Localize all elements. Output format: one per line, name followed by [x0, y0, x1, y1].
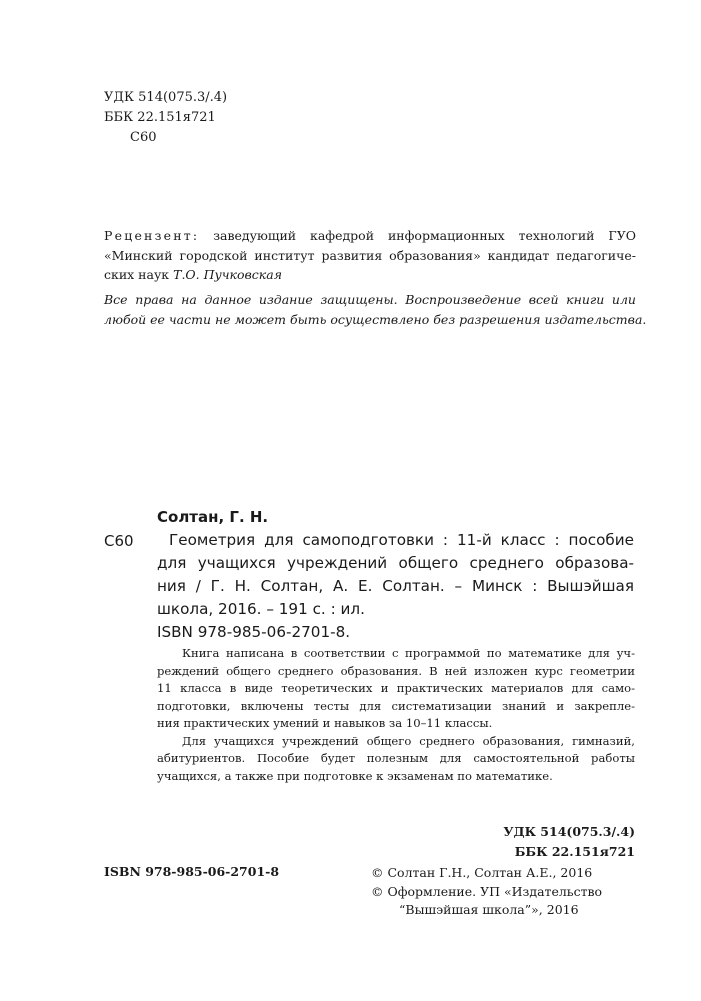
copyright-line-3: “Вышэйшая школа”», 2016	[399, 902, 579, 917]
copyright-line-2: © Оформление. УП «Издательство	[371, 883, 603, 899]
reviewer-line-3	[104, 265, 636, 285]
reviewer-line-1	[104, 226, 636, 246]
card-line-2: для учащихся учреждений общего среднего образова-	[157, 554, 634, 572]
catalog-card	[157, 529, 634, 644]
annotation-p1-line-2: реждений общего среднего образования. В ней изложен курс геометрии	[157, 663, 635, 678]
card-line-3: ния / Г. Н. Солтан, А. Е. Солтан. – Минск : Вышэйшая	[157, 577, 634, 595]
card-line-1: Геометрия для самоподготовки : 11-й класс : пособие	[169, 531, 634, 549]
card-code: С60	[104, 532, 134, 550]
reviewer-degree: ских наук	[104, 267, 170, 282]
author-code-top: С60	[130, 130, 157, 145]
copyright-line-1: © Солтан Г.Н., Солтан А.Е., 2016	[371, 865, 593, 880]
classification-bottom	[503, 822, 635, 862]
rights-line-1: Все права на данное издание защищены. Воспроизведение всей книги или	[104, 292, 636, 307]
annotation-p1-line-1: Книга написана в соответствии с программой по математике для уч-	[182, 646, 635, 660]
annotation	[157, 645, 635, 785]
annotation-p1-line-4: подготовки, включены тесты для систематизации знаний и закрепле-	[157, 698, 635, 713]
classification-top	[104, 88, 227, 148]
rights-line-2: любой ее части не может быть осуществлено без разрешения издательства.	[104, 311, 647, 327]
copyright-block	[371, 864, 602, 920]
reviewer-name: Т.О. Пучковская	[173, 267, 283, 282]
isbn-bottom: ISBN 978-985-06-2701-8	[104, 864, 280, 879]
udk-code-bottom: УДК 514(075.3/.4)	[503, 824, 635, 839]
reviewer-label: Рецензент:	[104, 228, 200, 243]
annotation-p2-line-1: Для учащихся учреждений общего среднего образования, гимназий,	[182, 733, 635, 748]
rights-notice	[104, 290, 647, 329]
bbk-code-top: ББК 22.151я721	[104, 110, 216, 125]
annotation-p1-line-5: ния практических умений и навыков за 10–11 классы.	[157, 716, 493, 730]
card-author: Солтан, Г. Н.	[157, 508, 269, 526]
reviewer-position: заведующий кафедрой информационных технологий ГУО	[213, 228, 636, 243]
card-isbn: ISBN 978-985-06-2701-8.	[157, 623, 351, 641]
annotation-p1-line-3: 11 класса в виде теоретических и практических материалов для само-	[157, 681, 635, 695]
bbk-code-bottom: ББК 22.151я721	[514, 844, 635, 859]
reviewer-line-2: «Минский городской институт развития образования» кандидат педагогиче-	[104, 247, 636, 263]
reviewer-block	[104, 226, 636, 285]
card-line-4: школа, 2016. – 191 с. : ил.	[157, 600, 365, 618]
udk-code-top: УДК 514(075.3/.4)	[104, 90, 228, 105]
annotation-p2-line-2: абитуриентов. Пособие будет полезным для самостоятельной работы	[157, 751, 635, 765]
annotation-p2-line-3: учащихся, а также при подготовке к экзаменам по математике.	[157, 768, 553, 783]
